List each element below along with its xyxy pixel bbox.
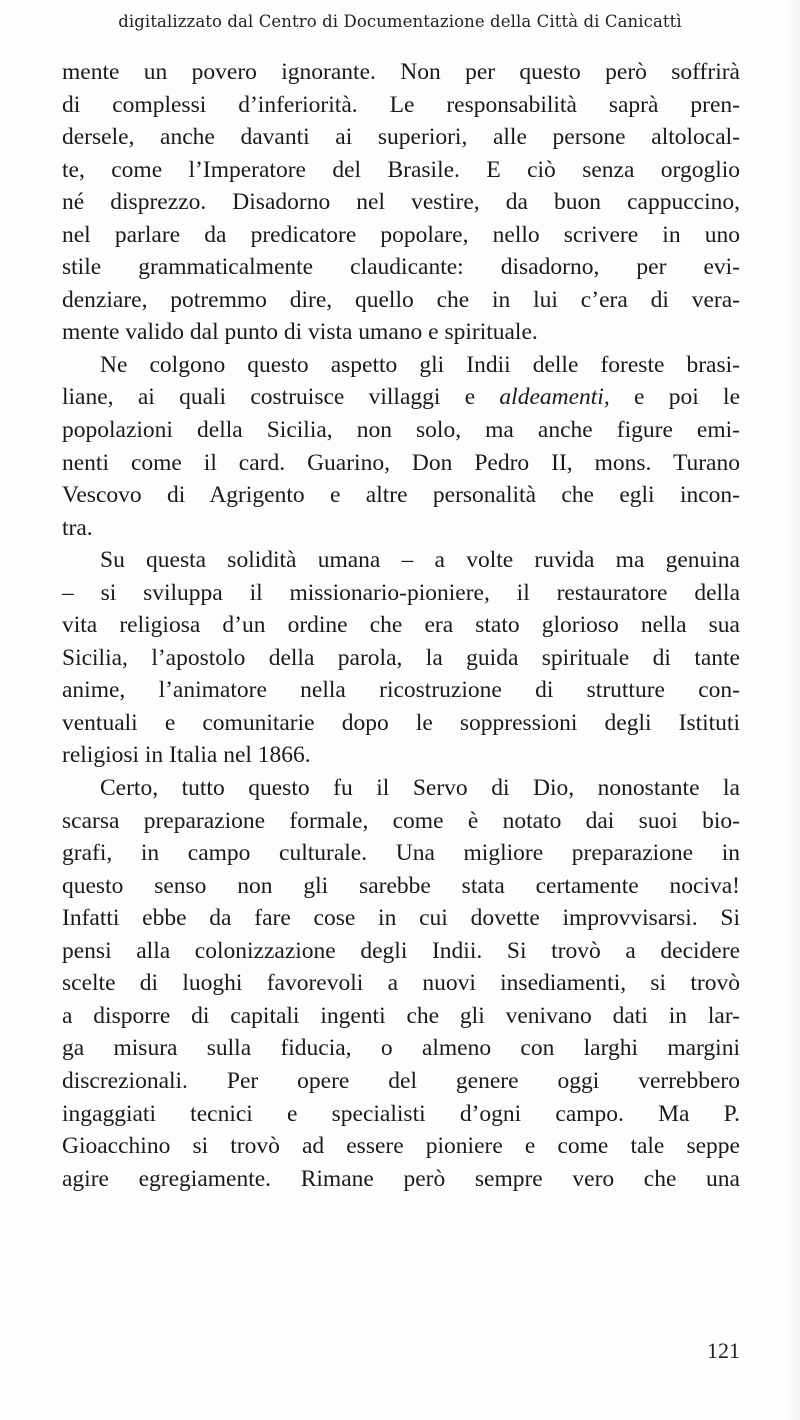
text-run: liane, ai quali costruisce villaggi e (62, 384, 500, 411)
text-line: Gioacchino si trovò ad essere pioniere e come tale seppe (62, 1133, 740, 1160)
text-line: stile grammaticalmente claudicante: disadorno, per evi- (62, 254, 740, 281)
italic-term: aldeamenti, (499, 384, 610, 411)
text-line: questo senso non gli sarebbe stata certamente nociva! (62, 872, 740, 899)
page-body-text (62, 56, 740, 1195)
text-line: Sicilia, l’apostolo della parola, la guida spirituale di tante (62, 644, 740, 671)
paragraph-first-line: Ne colgono questo aspetto gli Indii delle foreste brasi- (100, 351, 740, 378)
text-line: pensi alla colonizzazione degli Indii. Si trovò a decidere (62, 937, 740, 964)
text-line: Infatti ebbe da fare cose in cui dovette improvvisarsi. Si (62, 905, 740, 932)
text-line: Vescovo di Agrigento e altre personalità che egli incon- (62, 482, 740, 509)
text-line: scelte di luoghi favorevoli a nuovi insediamenti, si trovò (62, 970, 740, 997)
text-line: nenti come il card. Guarino, Don Pedro II, mons. Turano (62, 449, 740, 476)
paragraph-end-line: mente valido dal punto di vista umano e spirituale. (62, 319, 538, 346)
text-line: – si sviluppa il missionario-pioniere, il restauratore della (62, 579, 740, 606)
paragraph-end-line: tra. (62, 514, 93, 541)
text-line: grafi, in campo culturale. Una migliore preparazione in (62, 840, 740, 867)
text-line: nel parlare da predicatore popolare, nello scrivere in uno (62, 221, 740, 248)
page-edge-shadow (786, 0, 800, 1420)
text-line: ingaggiati tecnici e specialisti d’ogni campo. Ma P. (62, 1100, 740, 1127)
page-number: 121 (707, 1338, 740, 1363)
text-line: di complessi d’inferiorità. Le responsabilità saprà pren- (62, 91, 740, 118)
text-line: agire egregiamente. Rimane però sempre vero che una (62, 1165, 740, 1192)
paragraph-first-line: Certo, tutto questo fu il Servo di Dio, nonostante la (100, 775, 740, 802)
text-line: a disporre di capitali ingenti che gli venivano dati in lar- (62, 1002, 740, 1029)
text-line: scarsa preparazione formale, come è notato dai suoi bio- (62, 807, 740, 834)
text-line: dersele, anche davanti ai superiori, alle persone altolocal- (62, 124, 740, 151)
digitization-header: digitalizzato dal Centro di Documentazione della Città di Canicattì (118, 12, 682, 31)
text-line (62, 381, 740, 414)
text-line: mente un povero ignorante. Non per questo però soffrirà (62, 59, 740, 85)
text-line: ventuali e comunitarie dopo le soppressioni degli Istituti (62, 709, 740, 736)
text-line: anime, l’animatore nella ricostruzione di strutture con- (62, 677, 740, 704)
paragraph-first-line: Su questa solidità umana – a volte ruvida ma genuina (100, 547, 740, 574)
text-line: denziare, potremmo dire, quello che in lui c’era di vera- (62, 286, 740, 313)
text-run: e poi le (609, 384, 741, 411)
text-line: vita religiosa d’un ordine che era stato glorioso nella sua (62, 612, 740, 639)
text-line: né disprezzo. Disadorno nel vestire, da buon cappuccino, (62, 189, 740, 216)
text-line: discrezionali. Per opere del genere oggi verrebbero (62, 1067, 740, 1094)
text-line: te, come l’Imperatore del Brasile. E ciò senza orgoglio (62, 156, 740, 183)
paragraph-end-line: religiosi in Italia nel 1866. (62, 742, 311, 769)
text-line: ga misura sulla fiducia, o almeno con larghi margini (62, 1035, 740, 1062)
text-line: popolazioni della Sicilia, non solo, ma anche figure emi- (62, 417, 740, 444)
